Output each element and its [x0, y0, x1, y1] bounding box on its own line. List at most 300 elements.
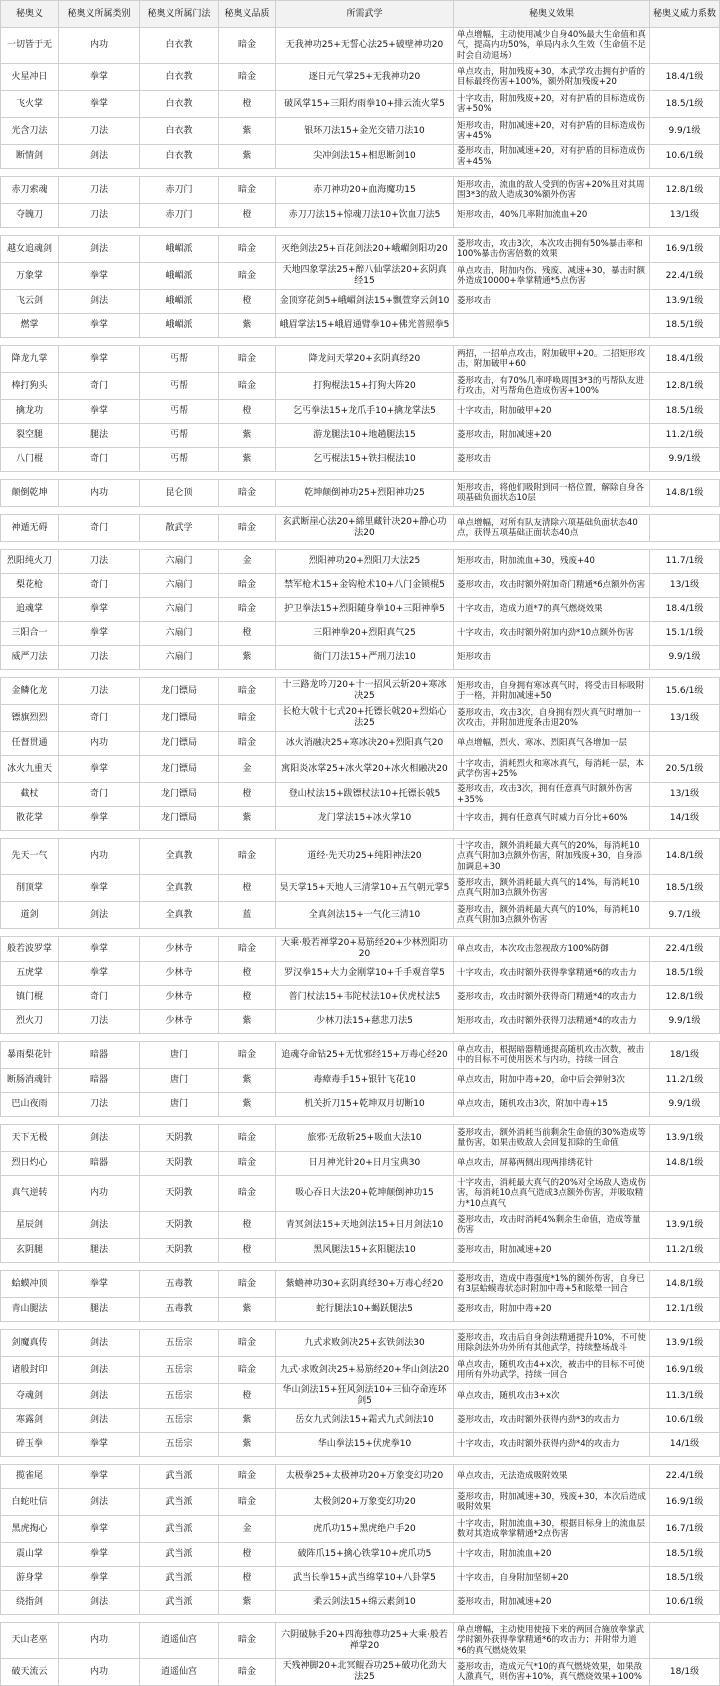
- skill-school: 天阴教: [140, 1125, 219, 1152]
- separator-cell: [1, 1263, 720, 1271]
- separator-cell: [1, 1322, 720, 1330]
- header-quality: 秘奥义品质: [219, 1, 276, 28]
- table-row: [1, 1516, 720, 1543]
- skill-effect: 菱形攻击，额外消耗最大真气的14%，每消耗10点真气附加3点额外伤害: [454, 875, 650, 902]
- table-row: [1, 875, 720, 902]
- skill-effect: 菱形攻击，有70%几率呼唤周围3*3的丐帮队友进行攻击，对丐帮角色造成伤害+100%: [454, 373, 650, 400]
- skill-type: 拳掌: [59, 1465, 140, 1489]
- skill-effect: 矩形攻击，40%几率附加流血+20: [454, 204, 650, 228]
- skill-school: 五毒教: [140, 1298, 219, 1322]
- skill-requirement: 柔云剑法15+绵云素剑10: [276, 1591, 454, 1615]
- table-row: [1, 204, 720, 228]
- table-header-row: [1, 1, 720, 28]
- skill-school: 龙门镖局: [140, 678, 219, 705]
- header-name: 秘奥义: [1, 1, 59, 28]
- skill-name: 黑虎掏心: [1, 1516, 59, 1543]
- skill-requirement: 岳女九式剑法15+霜式九式剑法10: [276, 1409, 454, 1433]
- skill-quality: 橙: [219, 1384, 276, 1409]
- skill-requirement: 黑风腿法15+玄阳腿法10: [276, 1239, 454, 1263]
- table-row: [1, 902, 720, 929]
- skill-name: 青山腿法: [1, 1298, 59, 1322]
- skill-effect: 菱形攻击，攻击时额外获得内劲*3的攻击力: [454, 1409, 650, 1433]
- skill-type: 剑法: [59, 1409, 140, 1433]
- skill-requirement: 护卫拳法15+烈阳随身拳10+三阳神拳5: [276, 598, 454, 622]
- skill-effect: 单点攻击，附加残废+30，本武学攻击拥有护盾的目标最终伤害+100%，额外附加残废+20: [454, 64, 650, 91]
- skill-power: 18.4/1级: [650, 598, 720, 622]
- skill-name: 真气逆转: [1, 1176, 59, 1212]
- table-row: [1, 1409, 720, 1433]
- skill-power: 22.4/1级: [650, 1465, 720, 1489]
- skill-quality: 暗金: [219, 574, 276, 598]
- skill-school: 武当派: [140, 1489, 219, 1516]
- skill-type: 拳掌: [59, 1516, 140, 1543]
- skill-type: 拳掌: [59, 937, 140, 962]
- skill-power: 14.8/1级: [650, 1152, 720, 1176]
- skill-power: 9.9/1级: [650, 118, 720, 145]
- skill-requirement: 九式·求败剑决25+易筋经20+华山剑法20: [276, 1357, 454, 1384]
- group-separator: [1, 1457, 720, 1465]
- skill-school: 全真教: [140, 839, 219, 875]
- skill-name: 任督贯通: [1, 732, 59, 756]
- table-row: [1, 1357, 720, 1384]
- skill-power: 9.9/1级: [650, 448, 720, 472]
- skill-power: 18/1级: [650, 1659, 720, 1686]
- skill-power: 11.2/1级: [650, 1069, 720, 1093]
- group-separator: [1, 472, 720, 480]
- skill-name: 揽雀尾: [1, 1465, 59, 1489]
- table-row: [1, 145, 720, 169]
- skill-school: 天阴教: [140, 1176, 219, 1212]
- skill-requirement: 龙门掌法15+冰火掌10: [276, 807, 454, 831]
- skill-type: 拳掌: [59, 346, 140, 373]
- skill-name: 五虎掌: [1, 962, 59, 986]
- skill-type: 刀法: [59, 1010, 140, 1034]
- skill-name: 神遁无碍: [1, 515, 59, 542]
- skill-type: 内功: [59, 732, 140, 756]
- table-row: [1, 118, 720, 145]
- skill-power: 18.5/1级: [650, 400, 720, 424]
- skill-type: 拳掌: [59, 64, 140, 91]
- skill-effect: 菱形攻击，攻击后自身剑法精通提升10%，不可使用除剑法外功外所有其他武学，持续整场战斗: [454, 1330, 650, 1357]
- skill-name: 火星冲日: [1, 64, 59, 91]
- skill-type: 内功: [59, 1623, 140, 1659]
- table-row: [1, 28, 720, 64]
- skill-type: 内功: [59, 1176, 140, 1212]
- skill-quality: 橙: [219, 783, 276, 807]
- skill-effect: 菱形攻击，攻击时额外获得奇门精通*4的攻击力: [454, 986, 650, 1010]
- skill-quality: 紫: [219, 1409, 276, 1433]
- skill-power: 18.5/1级: [650, 91, 720, 118]
- skill-type: 奇门: [59, 783, 140, 807]
- skill-type: 刀法: [59, 204, 140, 228]
- skill-name: 碎玉拳: [1, 1433, 59, 1457]
- skill-quality: 紫: [219, 1010, 276, 1034]
- skill-requirement: 三阳神拳20+烈阳真气25: [276, 622, 454, 646]
- skill-requirement: 道经·先天功25+纯阳神法20: [276, 839, 454, 875]
- skill-effect: 十字攻击，拥有任意真气时威力百分比+60%: [454, 807, 650, 831]
- skill-requirement: 破阵爪15+擒心铁掌10+虎爪功5: [276, 1543, 454, 1567]
- skill-type: 暗器: [59, 1152, 140, 1176]
- skill-name: 夺魄刀: [1, 204, 59, 228]
- skill-school: 武当派: [140, 1516, 219, 1543]
- skill-type: 拳掌: [59, 598, 140, 622]
- skill-requirement: 旅邪·无敌斩25+吸血大法10: [276, 1125, 454, 1152]
- skill-power: 16.7/1级: [650, 1516, 720, 1543]
- skill-requirement: 尖冲剑法15+相思断剑10: [276, 145, 454, 169]
- skill-quality: 橙: [219, 204, 276, 228]
- skill-power: 13/1级: [650, 204, 720, 228]
- skill-requirement: 机关折刀15+乾坤双月切断10: [276, 1093, 454, 1117]
- skill-quality: 橙: [219, 1567, 276, 1591]
- skill-requirement: 罗汉拳15+大力金刚掌10+千手观音掌5: [276, 962, 454, 986]
- table-row: [1, 1239, 720, 1263]
- skill-name: 烈火刀: [1, 1010, 59, 1034]
- header-school: 秘奥义所属门法: [140, 1, 219, 28]
- skill-effect: 矩形攻击，流血的敌人受到的伤害+20%且对其周围3*3的敌人造成30%额外伤害: [454, 177, 650, 204]
- skill-school: 六扇门: [140, 574, 219, 598]
- skill-name: 八门棍: [1, 448, 59, 472]
- skill-effect: [454, 314, 650, 338]
- skill-type: 拳掌: [59, 1543, 140, 1567]
- skill-name: 镇门棍: [1, 986, 59, 1010]
- skill-power: 16.9/1级: [650, 1489, 720, 1516]
- skill-name: 梨花枪: [1, 574, 59, 598]
- skill-quality: 暗金: [219, 480, 276, 507]
- table-row: [1, 177, 720, 204]
- table-row: [1, 839, 720, 875]
- skill-type: 奇门: [59, 373, 140, 400]
- skill-quality: 暗金: [219, 373, 276, 400]
- skill-type: 奇门: [59, 448, 140, 472]
- group-separator: [1, 338, 720, 346]
- table-row: [1, 373, 720, 400]
- separator-cell: [1, 1117, 720, 1125]
- skill-type: 拳掌: [59, 756, 140, 783]
- skill-quality: 紫: [219, 1298, 276, 1322]
- skill-type: 剑法: [59, 1357, 140, 1384]
- skill-school: 散武学: [140, 515, 219, 542]
- table-row: [1, 480, 720, 507]
- skill-quality: 暗金: [219, 1330, 276, 1357]
- skill-requirement: 太极拳25+太极神功20+万象变幻功20: [276, 1465, 454, 1489]
- skill-name: 星辰剑: [1, 1212, 59, 1239]
- skill-quality: 暗金: [219, 1042, 276, 1069]
- separator-cell: [1, 831, 720, 839]
- skill-type: 奇门: [59, 986, 140, 1010]
- table-row: [1, 64, 720, 91]
- skill-effect: 菱形攻击，攻击3次，自身拥有烈火真气时增加一次攻击，并附加进度条击退20%: [454, 705, 650, 732]
- skill-effect: 十字攻击，附加残废+20，对有护盾的目标造成伤害+50%: [454, 91, 650, 118]
- skill-requirement: 赤刀刀法15+惊魂刀法10+饮血刀法5: [276, 204, 454, 228]
- skill-requirement: 青冥剑法15+天地剑法15+日月剑法10: [276, 1212, 454, 1239]
- skill-school: 龙门镖局: [140, 705, 219, 732]
- skill-quality: 暗金: [219, 1659, 276, 1686]
- skill-quality: 蓝: [219, 902, 276, 929]
- skill-type: 刀法: [59, 1093, 140, 1117]
- group-separator: [1, 542, 720, 550]
- skill-type: 暗器: [59, 1069, 140, 1093]
- skill-effect: 十字攻击，消耗最大真气的20%对全场敌人造成伤害，每消耗10点真气造成3点额外伤害，并吸取精力*10点真气: [454, 1176, 650, 1212]
- skill-effect: 单点攻击，随机攻击3+x次: [454, 1384, 650, 1409]
- table-row: [1, 1042, 720, 1069]
- separator-cell: [1, 228, 720, 236]
- skill-type: 剑法: [59, 1125, 140, 1152]
- skill-name: 烈日灼心: [1, 1152, 59, 1176]
- skill-effect: 矩形攻击，附加流血+30，残废+40: [454, 550, 650, 574]
- skill-power: 18.4/1级: [650, 346, 720, 373]
- table-row: [1, 937, 720, 962]
- skill-requirement: 赤刀神功20+血海魔功15: [276, 177, 454, 204]
- skill-school: 唐门: [140, 1093, 219, 1117]
- skill-school: 五岳宗: [140, 1409, 219, 1433]
- skill-name: 寒露剑: [1, 1409, 59, 1433]
- skill-school: 武当派: [140, 1465, 219, 1489]
- skill-power: [650, 515, 720, 542]
- table-row: [1, 1176, 720, 1212]
- skill-power: 9.9/1级: [650, 1093, 720, 1117]
- skill-name: 降龙九掌: [1, 346, 59, 373]
- table-row: [1, 1591, 720, 1615]
- skill-requirement: 吸心吞日大法20+乾坤颠倒神功15: [276, 1176, 454, 1212]
- separator-cell: [1, 338, 720, 346]
- skill-effect: 菱形攻击，附加减速+20: [454, 424, 650, 448]
- skill-school: 峨嵋派: [140, 290, 219, 314]
- skill-power: 11.7/1级: [650, 550, 720, 574]
- skill-requirement: 华山剑法15+狂风剑法10+三仙夺命连环剑5: [276, 1384, 454, 1409]
- skill-school: 少林寺: [140, 986, 219, 1010]
- skill-effect: 菱形攻击，攻击时额外附加奇门精通*6点额外伤害: [454, 574, 650, 598]
- skill-power: 18.5/1级: [650, 875, 720, 902]
- skill-name: 断肠消魂针: [1, 1069, 59, 1093]
- skill-name: 追魂掌: [1, 598, 59, 622]
- skill-quality: 橙: [219, 986, 276, 1010]
- skill-school: 武当派: [140, 1591, 219, 1615]
- skill-type: 拳掌: [59, 1433, 140, 1457]
- table-row: [1, 1298, 720, 1322]
- skill-quality: 暗金: [219, 236, 276, 263]
- skill-effect: 十字攻击，攻击时额外获得内劲*4的攻击力: [454, 1433, 650, 1457]
- skill-effect: 单点攻击，无法造成吸附效果: [454, 1465, 650, 1489]
- skill-power: 12.8/1级: [650, 373, 720, 400]
- table-row: [1, 1433, 720, 1457]
- skill-power: 10.6/1级: [650, 1591, 720, 1615]
- skill-requirement: 武当长拳15+武当绵掌10+八卦掌5: [276, 1567, 454, 1591]
- skill-name: 一切皆于无: [1, 28, 59, 64]
- skill-name: 飞云剑: [1, 290, 59, 314]
- skill-name: 暴雨梨花针: [1, 1042, 59, 1069]
- separator-cell: [1, 929, 720, 937]
- skill-name: 棒打狗头: [1, 373, 59, 400]
- skill-school: 六扇门: [140, 646, 219, 670]
- separator-cell: [1, 542, 720, 550]
- skill-effect: 单点攻击，随机攻击4+x次，被击中的目标不可使用所有外功武学，持续一回合: [454, 1357, 650, 1384]
- skill-school: 五毒教: [140, 1271, 219, 1298]
- skill-school: 丐帮: [140, 424, 219, 448]
- skill-requirement: 破风掌15+三阳灼雨拳10+排云流火掌5: [276, 91, 454, 118]
- table-row: [1, 986, 720, 1010]
- skill-school: 峨嵋派: [140, 236, 219, 263]
- skill-power: 14.8/1级: [650, 1271, 720, 1298]
- skill-requirement: 峨眉掌法15+峨眉通臂拳10+佛光普照拳5: [276, 314, 454, 338]
- skill-power: 16.9/1级: [650, 1357, 720, 1384]
- group-separator: [1, 1117, 720, 1125]
- skill-name: 威严刀法: [1, 646, 59, 670]
- skill-school: 丐帮: [140, 448, 219, 472]
- skill-quality: 暗金: [219, 28, 276, 64]
- skill-requirement: 毒瘴毒手15+银针飞花10: [276, 1069, 454, 1093]
- skill-requirement: 金顶穿花剑5+峨嵋剑法15+飘萱穿云剑10: [276, 290, 454, 314]
- skill-effect: 菱形攻击，附加减速+20，对有护盾的目标造成伤害+45%: [454, 145, 650, 169]
- skill-school: 唐门: [140, 1069, 219, 1093]
- skill-effect: 十字攻击，附加流血+30，根据目标身上的流血层数对其造成拳掌精通*2点伤害: [454, 1516, 650, 1543]
- skill-requirement: 普门杖法15+韦陀杖法10+伏虎杖法5: [276, 986, 454, 1010]
- skill-name: 三阳合一: [1, 622, 59, 646]
- skill-name: 剑魔真传: [1, 1330, 59, 1357]
- skill-type: 拳掌: [59, 807, 140, 831]
- skill-power: 11.2/1级: [650, 1239, 720, 1263]
- skill-school: 少林寺: [140, 1010, 219, 1034]
- skill-school: 赤刀门: [140, 204, 219, 228]
- skill-effect: 十字攻击，附加流血+20: [454, 1543, 650, 1567]
- skill-quality: 紫: [219, 1093, 276, 1117]
- skill-school: 白衣教: [140, 64, 219, 91]
- skill-type: 奇门: [59, 515, 140, 542]
- skill-quality: 橙: [219, 962, 276, 986]
- skill-name: 绕指剑: [1, 1591, 59, 1615]
- skill-school: 天阴教: [140, 1212, 219, 1239]
- group-separator: [1, 169, 720, 177]
- skill-effect: 单点增幅，烈火、寒冰、烈阳真气各增加一层: [454, 732, 650, 756]
- separator-cell: [1, 1615, 720, 1623]
- skill-school: 白衣教: [140, 118, 219, 145]
- skill-school: 全真教: [140, 875, 219, 902]
- skill-name: 震山掌: [1, 1543, 59, 1567]
- skill-quality: 暗金: [219, 177, 276, 204]
- skill-power: [650, 732, 720, 756]
- skill-name: 烈阳纯火刀: [1, 550, 59, 574]
- skill-quality: 暗金: [219, 1489, 276, 1516]
- skill-type: 拳掌: [59, 263, 140, 290]
- skill-effect: 菱形攻击，造成元气*10的真气燃烧效果，如果敌人激真气，则伤害+10%，真气燃烧效果+100%: [454, 1659, 650, 1686]
- skill-quality: 暗金: [219, 705, 276, 732]
- skill-school: 昆仑顶: [140, 480, 219, 507]
- skill-power: [650, 28, 720, 64]
- skill-quality: 暗金: [219, 1623, 276, 1659]
- skill-requirement: 烈阳神功20+烈阳刀大法25: [276, 550, 454, 574]
- table-row: [1, 1271, 720, 1298]
- skill-requirement: 玄武断崖心法20+綿里藏针决20+静心功法20: [276, 515, 454, 542]
- skill-power: 18.5/1级: [650, 314, 720, 338]
- skill-name: 截杖: [1, 783, 59, 807]
- separator-cell: [1, 1034, 720, 1042]
- skill-requirement: 虎爪功15+黑虎绝户手20: [276, 1516, 454, 1543]
- skill-effect: 菱形攻击: [454, 448, 650, 472]
- skill-requirement: 禁军枪术15+金钩枪术10+八门金锁棍5: [276, 574, 454, 598]
- group-separator: [1, 831, 720, 839]
- skill-name: 先天一气: [1, 839, 59, 875]
- skill-requirement: 冰火消融决25+寒冰决20+烈阳真气20: [276, 732, 454, 756]
- skill-quality: 橙: [219, 622, 276, 646]
- skill-effect: 菱形攻击: [454, 290, 650, 314]
- table-row: [1, 346, 720, 373]
- skill-effect: 矩形攻击，自身拥有寒冰真气时，将受击目标吸附于一格，并附加减速+50: [454, 678, 650, 705]
- skill-type: 腿法: [59, 1239, 140, 1263]
- table-row: [1, 807, 720, 831]
- skill-requirement: 天残神脚20+北冥鲲吞功25+破功化劲大法25: [276, 1659, 454, 1686]
- skill-quality: 暗金: [219, 346, 276, 373]
- skill-effect: 矩形攻击，附加减速+20，对有护盾的目标造成伤害+45%: [454, 118, 650, 145]
- skill-requirement: 九式求败剑决25+玄铁剑法30: [276, 1330, 454, 1357]
- table-body: [1, 28, 720, 1686]
- skill-name: 赤刀索魂: [1, 177, 59, 204]
- skill-requirement: 乞丐棍法15+铁扫棍法10: [276, 448, 454, 472]
- skill-name: 飞火掌: [1, 91, 59, 118]
- skill-quality: 橙: [219, 290, 276, 314]
- skill-requirement: 少林刀法15+慈悲刀法5: [276, 1010, 454, 1034]
- skill-quality: 金: [219, 1516, 276, 1543]
- skill-quality: 暗金: [219, 598, 276, 622]
- skill-power: 14.8/1级: [650, 480, 720, 507]
- skill-school: 全真教: [140, 902, 219, 929]
- skill-name: 蛤蟆冲顶: [1, 1271, 59, 1298]
- group-separator: [1, 228, 720, 236]
- skill-name: 万象掌: [1, 263, 59, 290]
- skill-power: 11.3/1级: [650, 1384, 720, 1409]
- group-separator: [1, 1322, 720, 1330]
- skill-power: 14/1级: [650, 807, 720, 831]
- skill-type: 拳掌: [59, 314, 140, 338]
- skill-requirement: 乾坤颠倒神功25+烈阳神功25: [276, 480, 454, 507]
- table-row: [1, 962, 720, 986]
- skill-effect: 菱形攻击，攻击时消耗4%剩余生命值，造成等量伤害: [454, 1212, 650, 1239]
- skill-quality: 橙: [219, 1543, 276, 1567]
- skill-effect: 单点攻击，根据暗器精通提高随机攻击次数，被击中的目标不可使用医术与内功，持续一回合: [454, 1042, 650, 1069]
- skill-power: 9.9/1级: [650, 1010, 720, 1034]
- table-row: [1, 1125, 720, 1152]
- skill-power: 18.5/1级: [650, 962, 720, 986]
- skill-school: 五岳宗: [140, 1384, 219, 1409]
- table-row: [1, 263, 720, 290]
- skill-type: 腿法: [59, 424, 140, 448]
- skill-requirement: 十三路龙吟刀20+十一招风云斩20+寒冰决25: [276, 678, 454, 705]
- skill-type: 拳掌: [59, 1271, 140, 1298]
- skill-type: 腿法: [59, 1298, 140, 1322]
- table-row: [1, 1623, 720, 1659]
- skill-type: 内功: [59, 480, 140, 507]
- table-row: [1, 424, 720, 448]
- skill-quality: 紫: [219, 807, 276, 831]
- skill-type: 剑法: [59, 1384, 140, 1409]
- skill-name: 游身掌: [1, 1567, 59, 1591]
- skill-power: 9.7/1级: [650, 902, 720, 929]
- table-row: [1, 1465, 720, 1489]
- skill-power: 20.5/1级: [650, 756, 720, 783]
- skill-name: 道剑: [1, 902, 59, 929]
- skill-power: 10.6/1级: [650, 1409, 720, 1433]
- skill-quality: 紫: [219, 118, 276, 145]
- skill-quality: 紫: [219, 448, 276, 472]
- skill-quality: 暗金: [219, 1125, 276, 1152]
- skill-type: 刀法: [59, 678, 140, 705]
- skill-power: 14.8/1级: [650, 839, 720, 875]
- skill-power: 18.4/1级: [650, 64, 720, 91]
- header-effect: 秘奥义效果: [454, 1, 650, 28]
- skill-quality: 暗金: [219, 1357, 276, 1384]
- separator-cell: [1, 507, 720, 515]
- skill-effect: 菱形攻击，附加减速+20: [454, 1591, 650, 1615]
- skill-name: 越女追魂剑: [1, 236, 59, 263]
- skill-power: 14/1级: [650, 1433, 720, 1457]
